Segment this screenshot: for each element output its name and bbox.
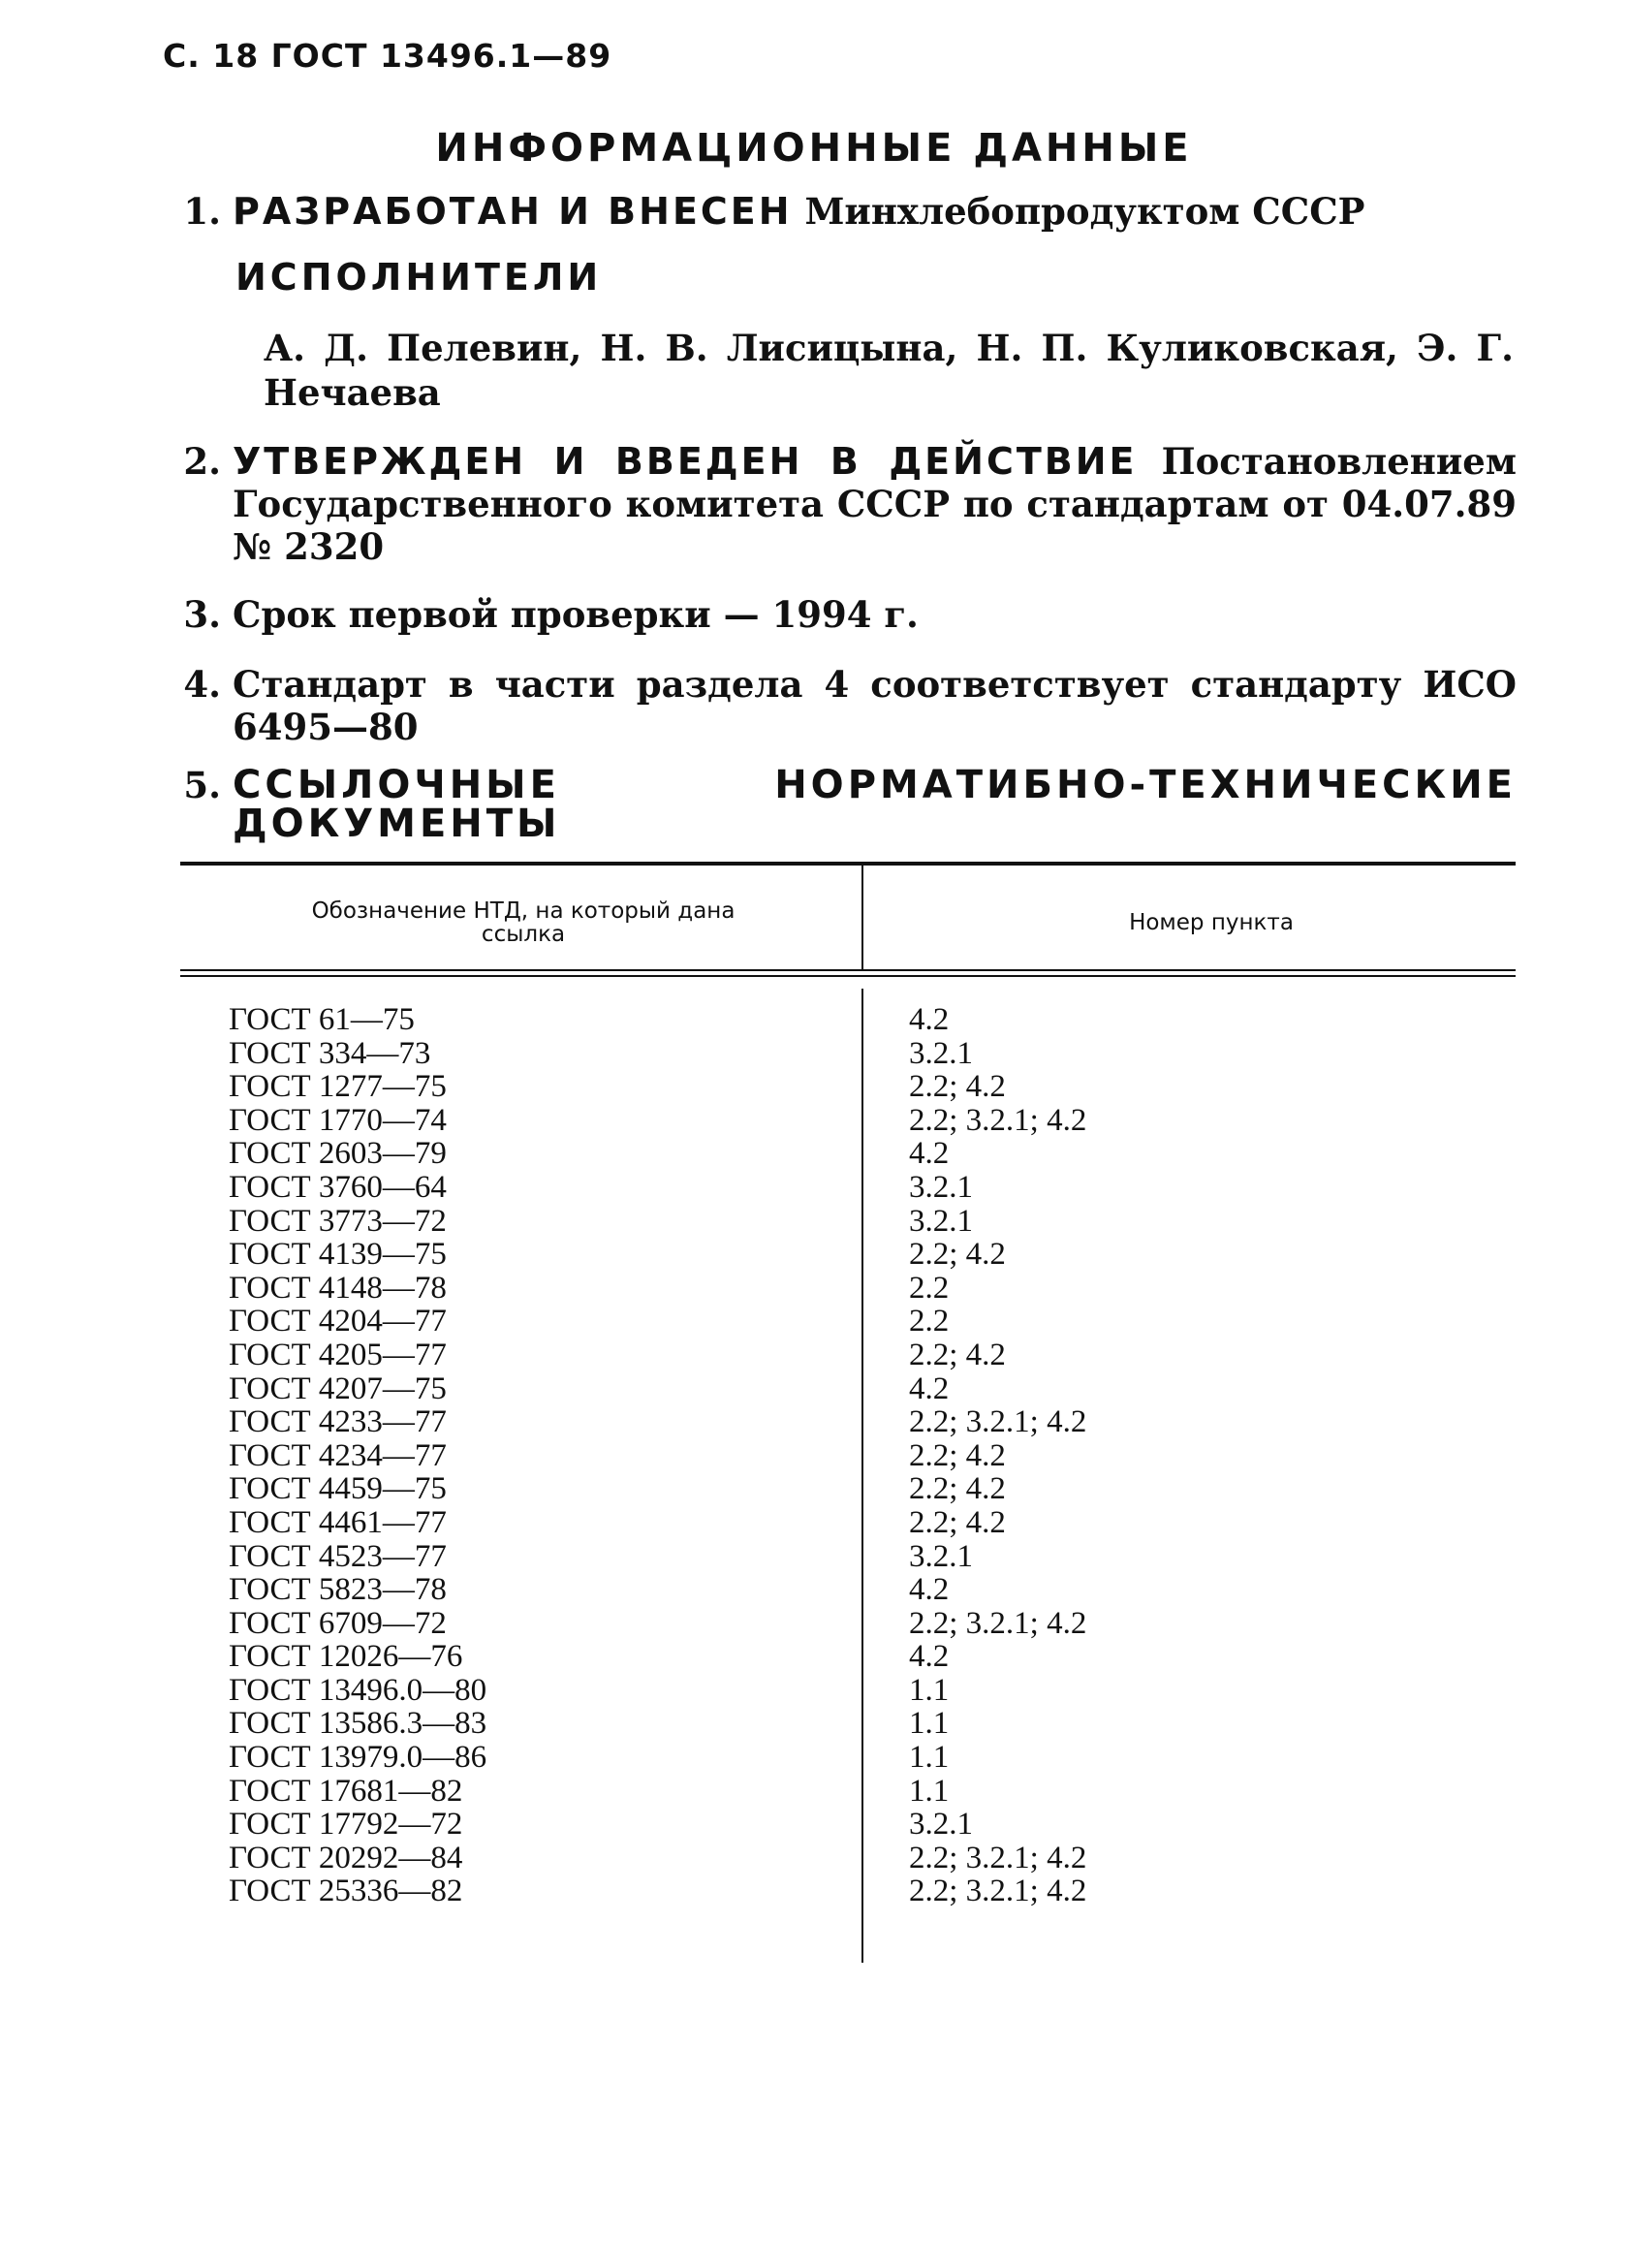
table-cell-document: ГОСТ 17681—82 (229, 1773, 463, 1809)
table-cell-document: ГОСТ 12026—76 (229, 1639, 463, 1675)
table-cell-clause: 2.2; 4.2 (909, 1237, 1006, 1273)
table-cell-clause: 2.2 (909, 1304, 950, 1339)
table-cell-clause: 3.2.1 (909, 1035, 973, 1071)
table-cell-clause: 1.1 (909, 1740, 950, 1776)
table-cell-document: ГОСТ 25336—82 (229, 1874, 463, 1909)
table-cell-clause: 2.2; 4.2 (909, 1337, 1006, 1372)
table-top-rule (180, 862, 1516, 866)
column-header-document: Обозначение НТД, на который дана ссылка (311, 898, 736, 947)
table-cell-clause: 4.2 (909, 1002, 950, 1037)
table-cell-clause: 2.2; 4.2 (909, 1504, 1006, 1540)
header-bottom-rule-second (180, 975, 1516, 977)
item-5-heading: ССЫЛОЧНЫЕ НОРМАТИБНО-ТЕХНИЧЕСКИЕ ДОКУМЕНТЫ (233, 763, 1517, 846)
page-reference: С. 18 ГОСТ 13496.1—89 (163, 37, 612, 75)
table-cell-clause: 3.2.1 (909, 1169, 973, 1205)
header-bottom-rule (180, 969, 1516, 971)
item-2 (184, 440, 1517, 568)
table-cell-document: ГОСТ 4139—75 (229, 1237, 447, 1273)
item-3-text: Срок первой проверки — 1994 г. (233, 593, 919, 636)
table-cell-document: ГОСТ 1277—75 (229, 1069, 447, 1105)
table-cell-document: ГОСТ 17792—72 (229, 1807, 463, 1843)
table-cell-document: ГОСТ 2603—79 (229, 1136, 447, 1172)
item-5 (183, 763, 1517, 846)
column-header-clause: Номер пункта (1129, 910, 1294, 935)
table-cell-clause: 4.2 (909, 1370, 950, 1406)
table-cell-clause: 2.2; 4.2 (909, 1437, 1006, 1473)
table-cell-document: ГОСТ 4461—77 (229, 1504, 447, 1540)
table-cell-document: ГОСТ 4233—77 (229, 1404, 447, 1440)
table-cell-document: ГОСТ 6709—72 (229, 1605, 447, 1641)
executors-names: А. Д. Пелевин, Н. В. Лисицына, Н. П. Куликовская, Э. Г. Нечаева (264, 327, 1514, 414)
item-4-number: 4. (183, 663, 221, 706)
table-cell-document: ГОСТ 334—73 (229, 1035, 431, 1071)
item-2-text: Постановлением Государственного комитета СССР по стандартам от 04.07.89 № 2320 (233, 440, 1517, 568)
table-cell-clause: 2.2; 3.2.1; 4.2 (909, 1102, 1087, 1138)
item-5-number: 5. (183, 764, 221, 806)
table-cell-clause: 3.2.1 (909, 1538, 973, 1574)
table-column-clauses (909, 1003, 1086, 1908)
table-cell-document: ГОСТ 3760—64 (229, 1169, 447, 1205)
table-column-documents (229, 1003, 486, 1908)
table-cell-document: ГОСТ 4205—77 (229, 1337, 447, 1372)
table-cell-document: ГОСТ 1770—74 (229, 1102, 447, 1138)
column-divider-body (861, 989, 863, 1963)
table-cell-document: ГОСТ 13979.0—86 (229, 1740, 487, 1776)
table-cell-document: ГОСТ 13586.3—83 (229, 1706, 487, 1742)
table-cell-document: ГОСТ 4207—75 (229, 1370, 447, 1406)
item-1-heading: РАЗРАБОТАН И ВНЕСЕН (233, 190, 793, 233)
table-cell-document: ГОСТ 4234—77 (229, 1437, 447, 1473)
table-cell-document: ГОСТ 4459—75 (229, 1471, 447, 1507)
table-cell-clause: 1.1 (909, 1773, 950, 1809)
table-cell-clause: 2.2; 3.2.1; 4.2 (909, 1404, 1087, 1440)
item-2-heading: УТВЕРЖДЕН И ВВЕДЕН В ДЕЙСТВИЕ (233, 440, 1138, 483)
item-4-text: Стандарт в части раздела 4 соответствует стандарту ИСО 6495—80 (233, 663, 1517, 748)
executors-heading: ИСПОЛНИТЕЛИ (235, 256, 603, 299)
table-cell-document: ГОСТ 5823—78 (229, 1572, 447, 1608)
table-cell-clause: 4.2 (909, 1136, 950, 1172)
table-cell-clause: 2.2; 3.2.1; 4.2 (909, 1605, 1087, 1641)
table-cell-document: ГОСТ 3773—72 (229, 1203, 447, 1239)
table-cell-clause: 2.2; 4.2 (909, 1471, 1006, 1507)
column-divider-header (861, 866, 863, 970)
table-cell-clause: 1.1 (909, 1672, 950, 1708)
table-cell-document: ГОСТ 4523—77 (229, 1538, 447, 1574)
table-cell-document: ГОСТ 61—75 (229, 1002, 415, 1037)
table-cell-clause: 3.2.1 (909, 1807, 973, 1843)
table-cell-document: ГОСТ 4204—77 (229, 1304, 447, 1339)
table-cell-document: ГОСТ 4148—78 (229, 1270, 447, 1306)
table-cell-clause: 2.2 (909, 1270, 950, 1306)
item-2-number: 2. (183, 440, 221, 483)
table-cell-clause: 2.2; 3.2.1; 4.2 (909, 1840, 1087, 1875)
item-3 (184, 593, 1517, 636)
table-cell-clause: 3.2.1 (909, 1203, 973, 1239)
document-title: ИНФОРМАЦИОННЫЕ ДАННЫЕ (435, 126, 1193, 171)
item-1 (184, 190, 1517, 233)
table-cell-clause: 1.1 (909, 1706, 950, 1742)
table-cell-clause: 4.2 (909, 1572, 950, 1608)
table-cell-clause: 4.2 (909, 1639, 950, 1675)
table-cell-clause: 2.2; 4.2 (909, 1069, 1006, 1105)
table-cell-document: ГОСТ 13496.0—80 (229, 1672, 487, 1708)
table-cell-clause: 2.2; 3.2.1; 4.2 (909, 1874, 1087, 1909)
item-1-text: Минхлебопродуктом СССР (804, 190, 1365, 233)
item-3-number: 3. (183, 593, 221, 636)
item-4 (184, 663, 1517, 748)
item-1-number: 1. (183, 190, 221, 233)
table-cell-document: ГОСТ 20292—84 (229, 1840, 463, 1875)
